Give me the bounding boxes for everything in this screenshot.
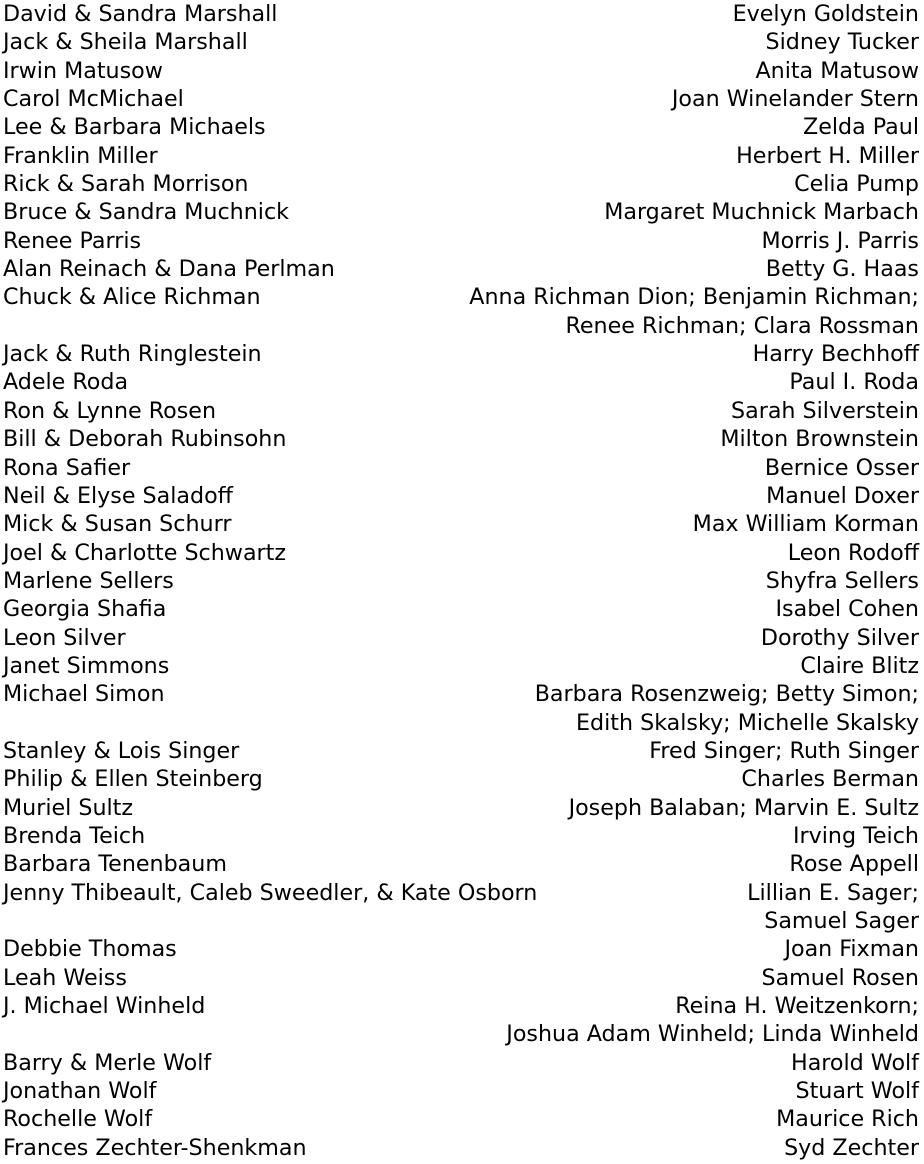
donor-name: David & Sandra Marshall <box>3 1 278 27</box>
list-item <box>3 510 919 538</box>
list-item <box>3 198 919 226</box>
honoree-line: Sarah Silverstein <box>731 397 919 424</box>
list-item <box>3 283 919 340</box>
honoree-names <box>720 425 919 453</box>
honoree-names <box>766 255 919 283</box>
honoree-names <box>761 227 919 255</box>
honoree-names <box>693 510 919 538</box>
honoree-line: Harry Bechhoff <box>752 341 919 368</box>
honoree-line: Rose Appell <box>789 851 919 878</box>
donor-name: Brenda Teich <box>3 822 146 849</box>
list-item <box>3 794 919 822</box>
honoree-names <box>766 567 919 595</box>
donor-name: Frances Zechter-Shenkman <box>3 1134 307 1161</box>
donor-name: Joel & Charlotte Schwartz <box>3 539 287 566</box>
donor-name: J. Michael Winheld <box>3 993 206 1020</box>
donor-name: Ron & Lynne Rosen <box>3 397 217 424</box>
honoree-line: Bernice Osser <box>764 454 919 481</box>
list-item <box>3 964 919 992</box>
donor-name: Rick & Sarah Morrison <box>3 171 249 198</box>
list-item <box>3 1077 919 1105</box>
honoree-names <box>649 737 919 765</box>
list-item <box>3 113 919 141</box>
honoree-line: Reina H. Weitzenkorn; <box>675 993 919 1020</box>
honoree-names <box>765 28 919 56</box>
list-item <box>3 397 919 425</box>
honoree-names <box>776 595 920 623</box>
honoree-names <box>789 850 919 878</box>
honoree-line: Anna Richman Dion; Benjamin Richman; <box>469 284 919 311</box>
honoree-line: Zelda Paul <box>803 114 919 141</box>
donor-name: Barbara Tenenbaum <box>3 851 227 878</box>
honoree-names <box>731 397 919 425</box>
honoree-line: Lillian E. Sager; <box>747 879 919 906</box>
honoree-names <box>784 1134 919 1162</box>
honoree-line: Celia Pump <box>794 171 919 198</box>
honoree-names <box>762 964 920 992</box>
honoree-names <box>506 992 919 1049</box>
donor-name: Chuck & Alice Richman <box>3 284 261 311</box>
honoree-line: Paul I. Roda <box>789 369 919 396</box>
honoree-names <box>747 879 919 936</box>
honoree-names <box>800 652 919 680</box>
list-item <box>3 227 919 255</box>
honoree-line: Margaret Muchnick Marbach <box>604 199 919 226</box>
honoree-line: Samuel Rosen <box>761 964 919 991</box>
honoree-line: Renee Richman; Clara Rossman <box>565 312 919 339</box>
honoree-names <box>793 822 919 850</box>
honoree-line: Evelyn Goldstein <box>732 1 919 27</box>
list-item <box>3 822 919 850</box>
honoree-line: Betty G. Haas <box>765 256 919 283</box>
list-item <box>3 425 919 453</box>
donor-name: Carol McMichael <box>3 86 184 113</box>
honoree-names <box>753 340 919 368</box>
honoree-line: Shyfra Sellers <box>765 567 919 594</box>
donor-honoree-list <box>3 0 919 1162</box>
list-item <box>3 567 919 595</box>
honoree-names <box>672 85 919 113</box>
list-item <box>3 142 919 170</box>
honoree-line: Harold Wolf <box>791 1049 919 1076</box>
honoree-line: Joan Fixman <box>784 936 919 963</box>
honoree-line: Isabel Cohen <box>775 596 919 623</box>
honoree-names <box>766 482 919 510</box>
honoree-line: Edith Skalsky; Michelle Skalsky <box>576 709 919 736</box>
donor-name: Lee & Barbara Michaels <box>3 114 266 141</box>
list-item <box>3 454 919 482</box>
list-item <box>3 680 919 737</box>
honoree-line: Sidney Tucker <box>765 29 919 56</box>
donor-name: Franklin Miller <box>3 142 158 169</box>
honoree-names <box>604 198 919 226</box>
list-item <box>3 368 919 396</box>
list-item <box>3 850 919 878</box>
donor-name: Janet Simmons <box>3 652 170 679</box>
honoree-names <box>788 539 919 567</box>
donor-name: Bill & Deborah Rubinsohn <box>3 426 287 453</box>
list-item <box>3 1105 919 1133</box>
honoree-line: Joseph Balaban; Marvin E. Sultz <box>568 794 919 821</box>
donor-name: Jonathan Wolf <box>3 1078 157 1105</box>
honoree-names <box>789 368 919 396</box>
honoree-line: Barbara Rosenzweig; Betty Simon; <box>534 681 919 708</box>
donor-name: Georgia Shafia <box>3 596 167 623</box>
honoree-names <box>736 142 919 170</box>
honoree-names <box>741 765 919 793</box>
donor-name: Jack & Ruth Ringlestein <box>3 341 262 368</box>
honoree-line: Morris J. Parris <box>761 227 919 254</box>
honoree-line: Charles Berman <box>741 766 919 793</box>
honoree-line: Manuel Doxer <box>766 482 919 509</box>
list-item <box>3 255 919 283</box>
honoree-line: Syd Zechter <box>784 1134 919 1161</box>
honoree-line: Joshua Adam Winheld; Linda Winheld <box>506 1021 919 1048</box>
donor-name: Renee Parris <box>3 227 142 254</box>
list-item <box>3 340 919 368</box>
donor-name: Jack & Sheila Marshall <box>3 29 248 56</box>
list-item <box>3 879 919 936</box>
honoree-names <box>795 1077 919 1105</box>
honoree-names <box>755 57 919 85</box>
honoree-line: Anita Matusow <box>755 57 919 84</box>
donor-name: Rochelle Wolf <box>3 1106 153 1133</box>
honoree-names <box>765 454 919 482</box>
list-item <box>3 765 919 793</box>
honoree-line: Milton Brownstein <box>720 426 919 453</box>
list-item <box>3 1134 919 1162</box>
donor-name: Rona Safier <box>3 454 131 481</box>
honoree-names <box>784 935 919 963</box>
honoree-names <box>761 624 919 652</box>
honoree-names <box>469 283 919 340</box>
honoree-line: Leon Rodoff <box>787 539 919 566</box>
honoree-line: Herbert H. Miller <box>736 142 919 169</box>
honoree-line: Samuel Sager <box>764 908 919 934</box>
honoree-names <box>733 0 919 28</box>
donor-name: Jenny Thibeault, Caleb Sweedler, & Kate Osborn <box>3 879 538 906</box>
honoree-names <box>791 1049 919 1077</box>
honoree-line: Claire Blitz <box>800 652 919 679</box>
list-item <box>3 0 919 28</box>
honoree-line: Max William Korman <box>692 511 919 538</box>
donor-name: Neil & Elyse Saladoff <box>3 482 233 509</box>
donor-name: Muriel Sultz <box>3 794 134 821</box>
donor-name: Marlene Sellers <box>3 567 174 594</box>
honoree-names <box>803 113 919 141</box>
honoree-line: Maurice Rich <box>776 1106 919 1133</box>
donor-name: Adele Roda <box>3 369 129 396</box>
honoree-line: Joan Winelander Stern <box>671 86 919 113</box>
list-item <box>3 624 919 652</box>
honoree-line: Stuart Wolf <box>795 1078 919 1105</box>
donor-name: Bruce & Sandra Muchnick <box>3 199 289 226</box>
list-item <box>3 482 919 510</box>
donor-name: Michael Simon <box>3 681 165 708</box>
list-item <box>3 652 919 680</box>
donor-name: Alan Reinach & Dana Perlman <box>3 256 335 283</box>
donor-name: Debbie Thomas <box>3 936 177 963</box>
honoree-line: Irving Teich <box>792 822 919 849</box>
honoree-line: Fred Singer; Ruth Singer <box>649 737 919 764</box>
list-item <box>3 737 919 765</box>
honoree-names <box>535 680 919 737</box>
donor-name: Leon Silver <box>3 624 126 651</box>
list-item <box>3 57 919 85</box>
list-item <box>3 170 919 198</box>
honoree-names <box>794 170 919 198</box>
list-item <box>3 28 919 56</box>
donor-name: Irwin Matusow <box>3 57 163 84</box>
donor-name: Leah Weiss <box>3 964 127 991</box>
donor-name: Stanley & Lois Singer <box>3 737 240 764</box>
donor-name: Philip & Ellen Steinberg <box>3 766 263 793</box>
list-item <box>3 992 919 1049</box>
honoree-line: Dorothy Silver <box>760 624 919 651</box>
list-item <box>3 539 919 567</box>
donor-name: Mick & Susan Schurr <box>3 511 232 538</box>
donor-name: Barry & Merle Wolf <box>3 1049 212 1076</box>
honoree-names <box>569 794 919 822</box>
honoree-names <box>776 1105 919 1133</box>
list-item <box>3 595 919 623</box>
list-item <box>3 1049 919 1077</box>
list-item <box>3 935 919 963</box>
list-item <box>3 85 919 113</box>
